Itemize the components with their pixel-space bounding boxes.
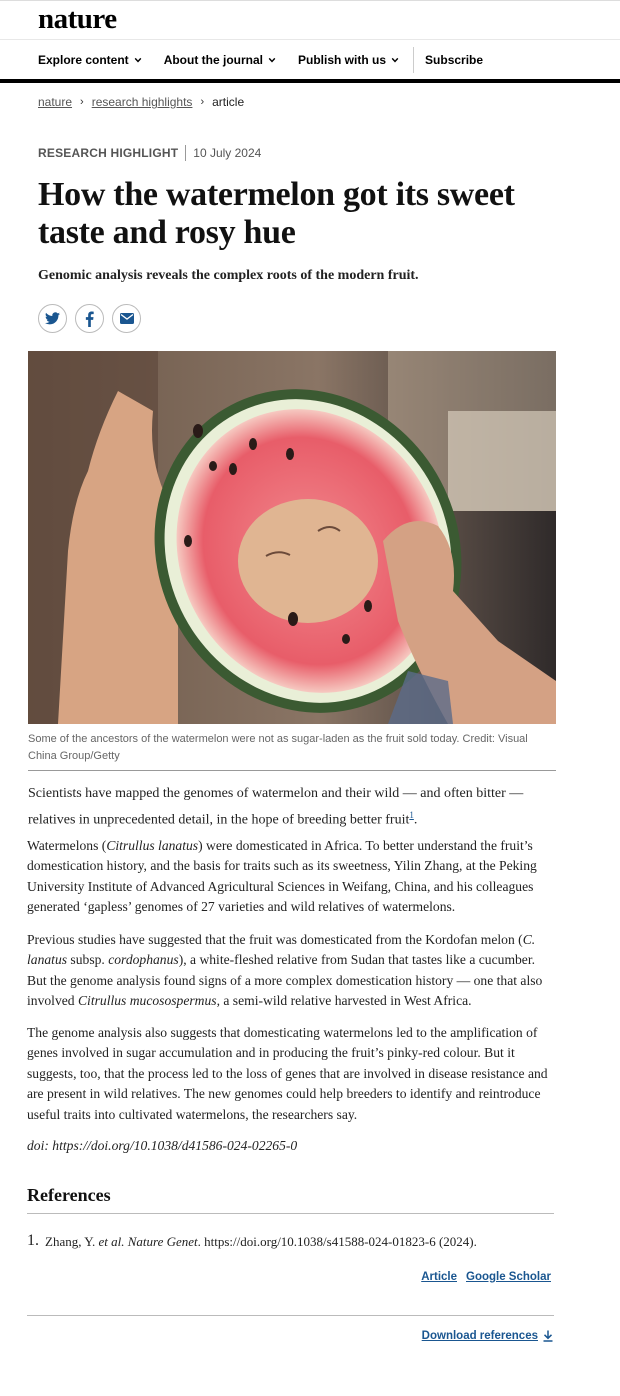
article-title: How the watermelon got its sweet taste and rosy hue bbox=[38, 176, 515, 251]
p2-subspecies: cordophanus bbox=[108, 952, 179, 968]
breadcrumb-current: article bbox=[212, 95, 245, 109]
references-heading: References bbox=[27, 1185, 111, 1205]
share-buttons bbox=[38, 304, 149, 333]
p2-text: , a semi-wild relative harvested in West Africa. bbox=[216, 993, 472, 1009]
reference-text bbox=[45, 1234, 477, 1250]
reference-author: Zhang, Y. bbox=[45, 1234, 99, 1249]
article-figure bbox=[28, 351, 556, 724]
download-label: Download references bbox=[421, 1330, 538, 1342]
article-meta bbox=[38, 145, 261, 161]
meta-divider bbox=[185, 145, 186, 161]
nav-explore-content[interactable] bbox=[38, 53, 142, 67]
chevron-right-icon: › bbox=[80, 96, 84, 108]
article-type: RESEARCH HIGHLIGHT bbox=[38, 146, 179, 160]
download-icon bbox=[543, 1330, 553, 1342]
p2-text: Previous studies have suggested that the fruit was domesticated from the Kordofan melon ( bbox=[27, 932, 523, 947]
reference-link-1[interactable]: 1 bbox=[409, 809, 414, 820]
nav-divider bbox=[413, 47, 414, 73]
main-nav bbox=[0, 40, 620, 83]
nav-about-journal[interactable] bbox=[164, 53, 276, 67]
p2-text: ), a white-fleshed relative from Sudan that tastes like a cucumber. But the genome analysis found signs of a more complex domestication history — one that also involved bbox=[27, 952, 543, 1009]
chevron-right-icon: › bbox=[200, 96, 205, 108]
p1-species: Citrullus lanatus bbox=[106, 838, 199, 853]
p1-text: Watermelons ( bbox=[27, 838, 107, 853]
p2-species: C. lanatus bbox=[27, 932, 536, 968]
p1-text: ) were domesticated in Africa. To better understand the fruit’s domestication history, and the basis for traits such as its sweetness, Yilin Zhang, at the Peking University Institute of Advanced Agricultural Sciences in Weifang, China, and his colleagues generated ‘gapless’ genomes of 27 varieties and wild relatives of watermelons. bbox=[27, 838, 537, 915]
article-lead bbox=[28, 784, 528, 831]
watermelon-photo bbox=[28, 351, 556, 724]
chevron-down-icon bbox=[268, 56, 276, 64]
chevron-down-icon bbox=[134, 56, 142, 64]
article-standfirst: Genomic analysis reveals the complex roots of the modern fruit. bbox=[38, 268, 419, 283]
download-references-link[interactable] bbox=[422, 1330, 553, 1342]
email-icon bbox=[120, 313, 134, 324]
reference-number: 1. bbox=[27, 1232, 39, 1249]
nav-publish-with-us[interactable] bbox=[298, 53, 399, 67]
nav-subscribe[interactable]: Subscribe bbox=[425, 52, 484, 67]
masthead bbox=[0, 0, 620, 40]
share-twitter-button[interactable] bbox=[38, 304, 67, 333]
reference-article-link[interactable]: Article bbox=[421, 1271, 457, 1283]
breadcrumb bbox=[38, 95, 244, 109]
facebook-icon bbox=[85, 311, 94, 327]
breadcrumb-research-highlights[interactable]: research highlights bbox=[91, 95, 193, 109]
article-paragraph-1 bbox=[27, 836, 557, 918]
p2-text: subsp. bbox=[67, 952, 109, 968]
lead-text: Scientists have mapped the genomes of watermelon and their wild — and often bitter — relatives in unprecedented detail, in the hope of breeding better fruit bbox=[28, 786, 524, 828]
chevron-down-icon bbox=[391, 56, 399, 64]
figure-caption: Some of the ancestors of the watermelon were not as sugar-laden as the fruit sold today. Credit: Visual China Group/Getty bbox=[28, 733, 528, 762]
share-email-button[interactable] bbox=[112, 304, 141, 333]
caption-divider bbox=[28, 770, 556, 771]
twitter-icon bbox=[45, 312, 60, 325]
references-divider bbox=[27, 1213, 554, 1214]
reference-google-scholar-link[interactable]: Google Scholar bbox=[466, 1271, 551, 1283]
nav-label: Publish with us bbox=[298, 52, 387, 67]
download-divider bbox=[27, 1315, 554, 1316]
p2-species: Citrullus mucosospermus bbox=[77, 993, 217, 1009]
article-paragraph-2 bbox=[27, 930, 557, 1012]
reference-journal: Nature Genet bbox=[124, 1234, 198, 1249]
reference-item bbox=[27, 1234, 554, 1250]
reference-links bbox=[412, 1271, 551, 1283]
article-date: 10 July 2024 bbox=[193, 146, 262, 160]
article-doi[interactable]: doi: https://doi.org/10.1038/d41586-024-02265-0 bbox=[27, 1138, 298, 1153]
breadcrumb-nature[interactable]: nature bbox=[38, 95, 73, 109]
nav-label: About the journal bbox=[163, 52, 264, 67]
share-facebook-button[interactable] bbox=[75, 304, 104, 333]
article-paragraph-3: The genome analysis also suggests that domesticating watermelons led to the amplification of genes involved in sugar accumulation and in producing the fruit’s pinky-red colour. But it suggests, too, that the process led to the loss of genes that are involved in disease resistance and are present in wild relatives. The new genomes could help breeders to identify and reintroduce useful traits into cultivated watermelons, the researchers say. bbox=[27, 1025, 548, 1122]
reference-etal: et al. bbox=[98, 1234, 125, 1249]
nature-logo[interactable]: nature bbox=[38, 3, 117, 35]
reference-rest: . https://doi.org/10.1038/s41588-024-01823-6 (2024). bbox=[197, 1234, 477, 1249]
lead-end: . bbox=[413, 812, 418, 828]
nav-label: Explore content bbox=[38, 52, 129, 67]
